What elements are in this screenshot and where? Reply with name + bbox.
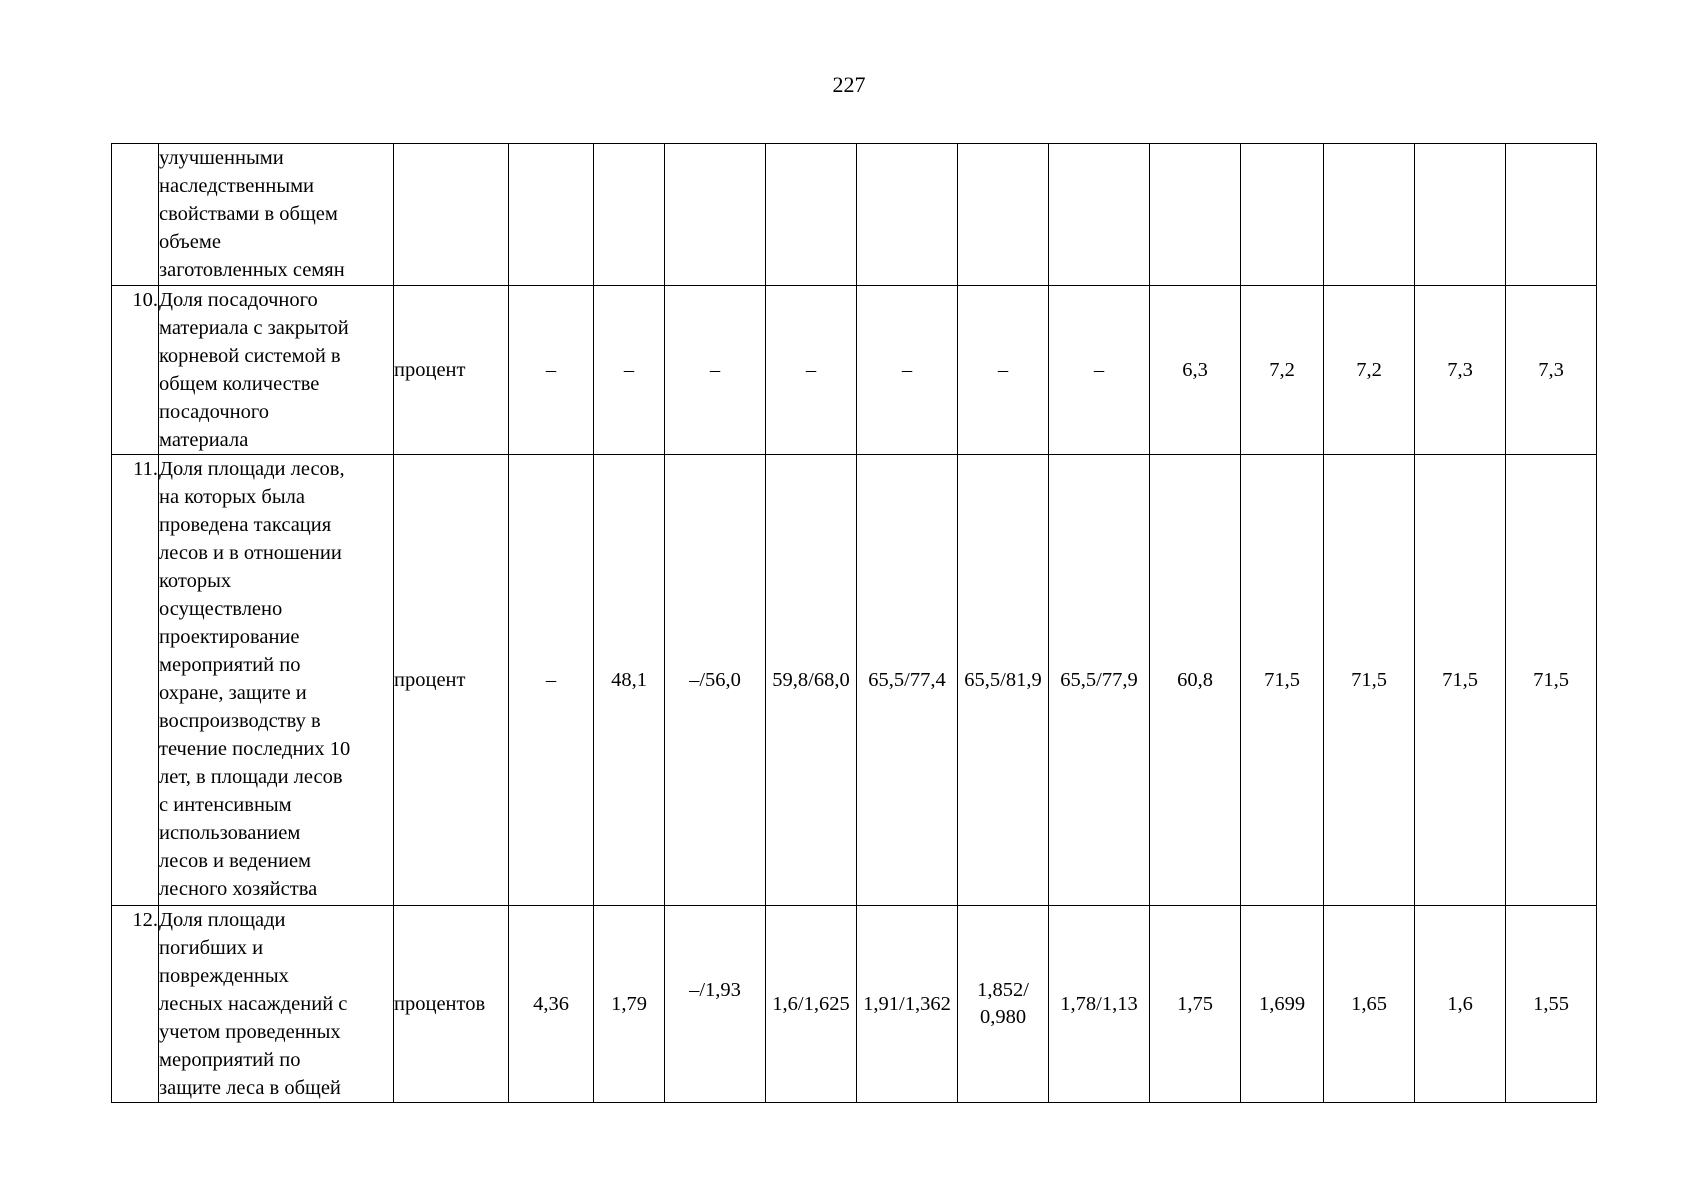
- indicator-name-line: лесного хозяйства: [159, 878, 318, 900]
- value-cell: 7,3: [1506, 286, 1597, 455]
- indicator-name-line: корневой системой в: [159, 345, 341, 367]
- value-cell: 65,5/81,9: [958, 455, 1049, 906]
- indicator-name-line: осуществлено: [159, 598, 283, 620]
- indicator-name-line: течение последних 10: [159, 738, 351, 760]
- table-row: [112, 906, 1597, 1103]
- unit-cell: [394, 144, 509, 286]
- value-cell: –: [766, 286, 857, 455]
- value-cell: –: [594, 286, 665, 455]
- value-cell: 1,78/1,13: [1049, 906, 1150, 1103]
- indicator-name-line: защите леса в общей: [159, 1077, 341, 1099]
- value-cell: [1506, 144, 1597, 286]
- value-cell: [958, 144, 1049, 286]
- indicator-name-line: наследственными: [159, 175, 315, 197]
- indicator-name-line: поврежденных: [159, 965, 289, 987]
- value-cell: 1,75: [1150, 906, 1241, 1103]
- value-cell: 71,5: [1506, 455, 1597, 906]
- table-row: [112, 286, 1597, 455]
- indicator-name-line: использованием: [159, 822, 301, 844]
- indicator-name-line: мероприятий по: [159, 654, 301, 676]
- value-cell: 65,5/77,4: [857, 455, 958, 906]
- indicator-name: [159, 286, 394, 455]
- indicator-name-line: воспроизводству в: [159, 710, 321, 732]
- value-cell: [1049, 144, 1150, 286]
- table-row: [112, 455, 1597, 906]
- value-cell: 71,5: [1324, 455, 1415, 906]
- indicator-name-line: на которых была: [159, 486, 305, 508]
- value-cell: 71,5: [1415, 455, 1506, 906]
- indicator-name-line: лет, в площади лесов: [159, 766, 343, 788]
- indicator-table: [111, 143, 1597, 1103]
- value-cell: [857, 144, 958, 286]
- indicator-name-line: общем количестве: [159, 373, 320, 395]
- indicator-name-line: которых: [159, 570, 232, 592]
- indicator-name-line: погибших и: [159, 937, 264, 959]
- unit-cell: процент: [394, 286, 509, 455]
- value-cell: 1,6: [1415, 906, 1506, 1103]
- indicator-name-line: заготовленных семян: [159, 259, 345, 281]
- value-cell: [665, 144, 766, 286]
- value-cell: 1,55: [1506, 906, 1597, 1103]
- indicator-name-line: улучшенными: [159, 147, 284, 169]
- value-cell: 59,8/68,0: [766, 455, 857, 906]
- value-cell: 60,8: [1150, 455, 1241, 906]
- value-cell: 7,3: [1415, 286, 1506, 455]
- indicator-name-line: посадочного: [159, 401, 270, 423]
- value-cell: [766, 144, 857, 286]
- value-cell: –: [509, 286, 594, 455]
- indicator-name-line: лесных насаждений с: [159, 993, 348, 1015]
- value-cell: –: [665, 286, 766, 455]
- value-cell: –: [857, 286, 958, 455]
- value-cell: 1,79: [594, 906, 665, 1103]
- value-cell: 1,852/ 0,980: [958, 906, 1049, 1103]
- indicator-name: [159, 455, 394, 906]
- indicator-name-line: с интенсивным: [159, 794, 292, 816]
- value-cell: 1,699: [1241, 906, 1324, 1103]
- value-cell: 48,1: [594, 455, 665, 906]
- indicator-name-line: объеме: [159, 231, 221, 253]
- value-cell: [1150, 144, 1241, 286]
- unit-cell: процент: [394, 455, 509, 906]
- value-cell: 1,6/1,625: [766, 906, 857, 1103]
- value-cell: [509, 144, 594, 286]
- indicator-name-line: Доля площади лесов,: [159, 458, 345, 480]
- value-cell: –: [509, 455, 594, 906]
- indicator-name-line: проведена таксация: [159, 514, 332, 536]
- indicator-name-line: Доля посадочного: [159, 289, 318, 311]
- indicator-name: [159, 144, 394, 286]
- value-cell: 7,2: [1324, 286, 1415, 455]
- row-number: 12.: [112, 906, 159, 1103]
- indicator-name-line: проектирование: [159, 626, 300, 648]
- value-cell: 71,5: [1241, 455, 1324, 906]
- value-cell: 1,65: [1324, 906, 1415, 1103]
- value-cell: 4,36: [509, 906, 594, 1103]
- value-cell: 65,5/77,9: [1049, 455, 1150, 906]
- indicator-name-line: материала с закрытой: [159, 317, 349, 339]
- row-number: [112, 144, 159, 286]
- value-cell: [665, 906, 766, 1103]
- value-cell: –: [1049, 286, 1150, 455]
- row-number: 10.: [112, 286, 159, 455]
- value-cell: [1241, 144, 1324, 286]
- indicator-name: [159, 906, 394, 1103]
- value-cell: –/56,0: [665, 455, 766, 906]
- row-number: 11.: [112, 455, 159, 906]
- indicator-name-line: учетом проведенных: [159, 1021, 341, 1043]
- value-cell: [1324, 144, 1415, 286]
- value-cell: [594, 144, 665, 286]
- indicator-name-line: лесов и в отношении: [159, 542, 342, 564]
- value-cell: 7,2: [1241, 286, 1324, 455]
- indicator-name-line: свойствами в общем: [159, 203, 338, 225]
- indicator-name-line: Доля площади: [159, 909, 286, 931]
- indicator-name-line: лесов и ведением: [159, 850, 312, 872]
- value-cell: 1,91/1,362: [857, 906, 958, 1103]
- value-cell-text: –/1,93: [689, 979, 741, 1001]
- indicator-name-line: мероприятий по: [159, 1049, 301, 1071]
- unit-cell: процентов: [394, 906, 509, 1103]
- value-cell: 6,3: [1150, 286, 1241, 455]
- table-row: [112, 144, 1597, 286]
- page-number: 227: [832, 72, 866, 97]
- indicator-name-line: материала: [159, 429, 249, 451]
- value-cell: [1415, 144, 1506, 286]
- value-cell: –: [958, 286, 1049, 455]
- indicator-name-line: охране, защите и: [159, 682, 307, 704]
